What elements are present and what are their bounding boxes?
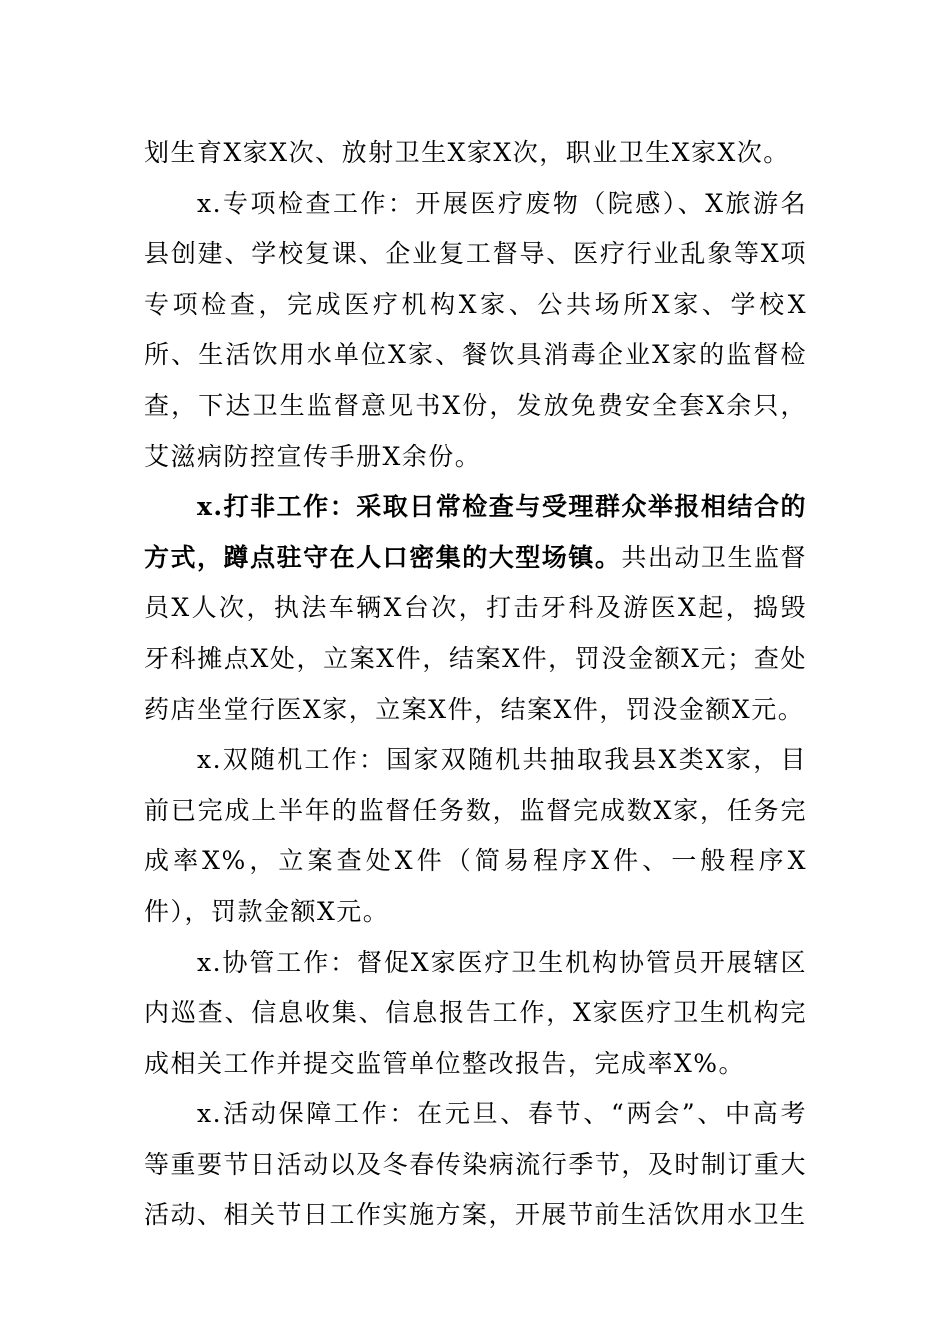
paragraph-text: 共出动卫生监督员X人次，执法车辆X台次，打击牙科及游医X起，捣毁牙科摊点X处，立案X件，结案X件，罚没金额X元；查处药店坐堂行医X家，立案X件，结案X件，罚没金额X元。 <box>144 542 807 724</box>
paragraph-text: x.活动保障工作：在元旦、春节、“两会”、中高考等重要节日活动以及冬春传染病流行季节，及时制订重大活动、相关节日工作实施方案，开展节前生活饮用水卫生 <box>144 1099 807 1230</box>
paragraph-text: x.双随机工作：国家双随机共抽取我县X类X家，目前已完成上半年的监督任务数，监督完成数X家，任务完成率X%，立案查处X件（简易程序X件、一般程序X件），罚款金额X元。 <box>144 745 807 926</box>
paragraph-text: x.协管工作：督促X家医疗卫生机构协管员开展辖区内巡查、信息收集、信息报告工作，X家医疗卫生机构完成相关工作并提交监管单位整改报告，完成率X%。 <box>144 947 807 1078</box>
paragraph-co-management <box>144 938 807 1090</box>
paragraph-event-support <box>144 1089 807 1241</box>
paragraph-text: x.专项检查工作：开展医疗废物（院感）、X旅游名县创建、学校复课、企业复工督导、医疗行业乱象等X项专项检查，完成医疗机构X家、公共场所X家、学校X所、生活饮用水单位X家、餐饮具消毒企业X家的监督检查，下达卫生监督意见书X份，发放免费安全套X余只，艾滋病防控宣传手册X余份。 <box>144 188 807 471</box>
paragraph-bold-lead: x.打非工作：采取日常检查与受理群众举报相结合的方式，蹲点驻守在人口密集的大型场镇。 <box>144 492 807 572</box>
paragraph-double-random <box>144 735 807 937</box>
paragraph-continuation <box>144 128 807 179</box>
paragraph-text: 划生育X家X次、放射卫生X家X次，职业卫生X家X次。 <box>144 138 790 167</box>
document-body <box>144 128 807 1241</box>
paragraph-anti-illegal <box>144 482 807 735</box>
paragraph-special-inspection <box>144 179 807 483</box>
